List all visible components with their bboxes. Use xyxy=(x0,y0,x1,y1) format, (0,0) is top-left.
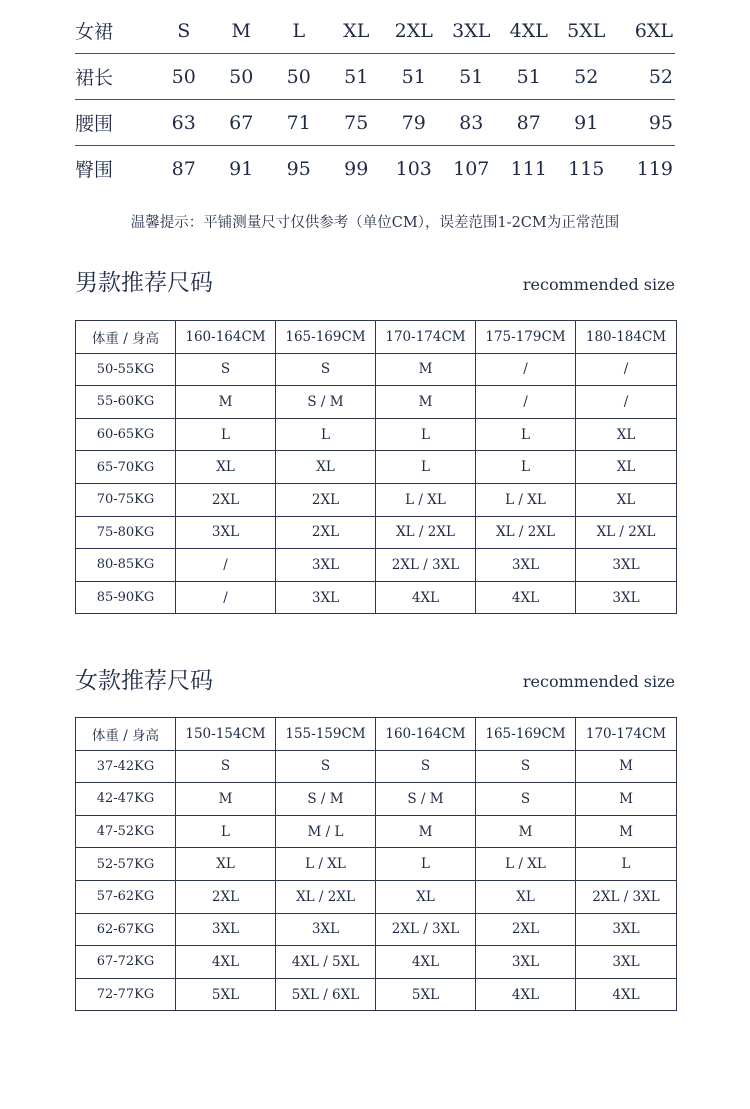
men-table-weight-cell: 55-60KG xyxy=(76,386,176,419)
women-table-row xyxy=(76,978,677,1011)
men-table-size-cell: 3XL xyxy=(276,581,376,614)
women-table-size-cell: 3XL xyxy=(576,913,677,946)
women-table-size-cell: 3XL xyxy=(176,913,276,946)
men-table-weight-cell: 85-90KG xyxy=(76,581,176,614)
women-table-size-cell: S xyxy=(376,750,476,783)
women-table-row xyxy=(76,946,677,979)
skirt-table-cell: 51 xyxy=(516,65,541,88)
skirt-table-cell: 91 xyxy=(229,157,254,180)
women-table-row xyxy=(76,783,677,816)
men-table-row xyxy=(76,386,677,419)
skirt-table-cell: 50 xyxy=(286,65,311,88)
men-table-size-cell: 3XL xyxy=(576,581,677,614)
men-size-title: 男款推荐尺码 xyxy=(75,270,213,296)
men-table-size-cell: XL xyxy=(576,451,677,484)
men-table-weight-cell: 60-65KG xyxy=(76,418,176,451)
skirt-table-cell: M xyxy=(231,19,251,42)
women-table-size-cell: L xyxy=(376,848,476,881)
women-table-header-cell: 165-169CM xyxy=(476,718,576,751)
skirt-table-cell: 5XL xyxy=(567,19,606,42)
women-table-size-cell: M xyxy=(576,783,677,816)
men-table-row xyxy=(76,483,677,516)
men-table-size-cell: M xyxy=(376,386,476,419)
skirt-table-cell: 2XL xyxy=(394,19,433,42)
skirt-table-cell: L xyxy=(292,19,306,42)
skirt-table-cell: 51 xyxy=(344,65,369,88)
men-table-size-cell: L / XL xyxy=(376,483,476,516)
men-table-size-cell: 2XL / 3XL xyxy=(376,549,476,582)
skirt-table-cell: 99 xyxy=(344,157,369,180)
skirt-table-header-row xyxy=(75,8,675,54)
women-table-size-cell: 4XL / 5XL xyxy=(276,946,376,979)
skirt-table-cell: 95 xyxy=(648,111,673,134)
women-table-weight-cell: 52-57KG xyxy=(76,848,176,881)
women-table-size-cell: 2XL / 3XL xyxy=(376,913,476,946)
skirt-table-cell: 50 xyxy=(171,65,196,88)
men-table-size-cell: 3XL xyxy=(276,549,376,582)
women-size-title: 女款推荐尺码 xyxy=(75,668,213,694)
men-table-header-cell: 180-184CM xyxy=(576,321,677,354)
women-table-size-cell: S xyxy=(276,750,376,783)
men-table-size-cell: / xyxy=(176,581,276,614)
men-table-weight-cell: 75-80KG xyxy=(76,516,176,549)
skirt-table-row xyxy=(75,100,675,146)
skirt-table-cell: 79 xyxy=(401,111,426,134)
skirt-measurement-table xyxy=(75,8,675,191)
men-table-weight-cell: 80-85KG xyxy=(76,549,176,582)
men-table-header-cell: 165-169CM xyxy=(276,321,376,354)
women-table-size-cell: L / XL xyxy=(276,848,376,881)
skirt-table-cell: 91 xyxy=(574,111,599,134)
men-size-table xyxy=(75,320,677,614)
women-table-row xyxy=(76,750,677,783)
women-table-size-cell: M xyxy=(576,750,677,783)
women-table-size-cell: 3XL xyxy=(276,913,376,946)
skirt-table-cell: 95 xyxy=(286,157,311,180)
skirt-table-cell: 4XL xyxy=(509,19,548,42)
women-table-size-cell: 5XL xyxy=(176,978,276,1011)
men-table-size-cell: 2XL xyxy=(276,483,376,516)
skirt-table-cell: 83 xyxy=(459,111,484,134)
men-table-size-cell: 3XL xyxy=(176,516,276,549)
women-table-size-cell: L xyxy=(176,815,276,848)
women-table-size-cell: 4XL xyxy=(376,946,476,979)
women-table-header-cell: 160-164CM xyxy=(376,718,476,751)
men-table-size-cell: 4XL xyxy=(376,581,476,614)
women-table-row xyxy=(76,848,677,881)
men-table-size-cell: L xyxy=(476,451,576,484)
skirt-table-row xyxy=(75,54,675,100)
men-table-size-cell: M xyxy=(176,386,276,419)
women-table-size-cell: XL / 2XL xyxy=(276,880,376,913)
women-table-size-cell: M xyxy=(176,783,276,816)
women-table-weight-cell: 47-52KG xyxy=(76,815,176,848)
men-table-size-cell: L xyxy=(276,418,376,451)
women-table-size-cell: M xyxy=(376,815,476,848)
women-table-row xyxy=(76,815,677,848)
men-table-header-row xyxy=(76,321,677,354)
men-table-row xyxy=(76,353,677,386)
skirt-table-cell: 103 xyxy=(395,157,432,180)
men-table-row xyxy=(76,516,677,549)
women-table-weight-cell: 57-62KG xyxy=(76,880,176,913)
men-table-size-cell: S xyxy=(176,353,276,386)
women-table-header-cell: 150-154CM xyxy=(176,718,276,751)
skirt-table-cell: 107 xyxy=(453,157,490,180)
men-size-subtitle: recommended size xyxy=(522,275,675,294)
women-table-size-cell: 2XL xyxy=(476,913,576,946)
women-table-size-cell: XL xyxy=(176,848,276,881)
women-table-weight-cell: 42-47KG xyxy=(76,783,176,816)
skirt-table-cell: XL xyxy=(343,19,370,42)
men-table-size-cell: XL xyxy=(576,418,677,451)
women-table-weight-cell: 37-42KG xyxy=(76,750,176,783)
women-table-size-cell: L xyxy=(576,848,677,881)
men-table-size-cell: 4XL xyxy=(476,581,576,614)
men-table-size-cell: 3XL xyxy=(476,549,576,582)
women-table-size-cell: S xyxy=(476,783,576,816)
women-table-size-cell: 2XL xyxy=(176,880,276,913)
men-table-row xyxy=(76,581,677,614)
women-table-size-cell: 3XL xyxy=(576,946,677,979)
women-size-subtitle: recommended size xyxy=(522,672,675,691)
skirt-table-row-label: 腰围 xyxy=(75,113,114,135)
women-table-size-cell: 4XL xyxy=(476,978,576,1011)
men-table-size-cell: L xyxy=(176,418,276,451)
women-table-size-cell: S xyxy=(176,750,276,783)
skirt-table-cell: 87 xyxy=(171,157,196,180)
skirt-table-cell: 63 xyxy=(171,111,196,134)
men-table-size-cell: XL xyxy=(176,451,276,484)
men-table-weight-cell: 50-55KG xyxy=(76,353,176,386)
women-table-size-cell: 5XL / 6XL xyxy=(276,978,376,1011)
men-table-weight-cell: 65-70KG xyxy=(76,451,176,484)
men-table-size-cell: XL xyxy=(576,483,677,516)
skirt-table-cell: 51 xyxy=(401,65,426,88)
men-table-size-cell: L / XL xyxy=(476,483,576,516)
men-table-header-cell: 160-164CM xyxy=(176,321,276,354)
skirt-table-cell: 111 xyxy=(510,157,547,180)
skirt-table-row-label: 女裙 xyxy=(75,21,114,43)
women-size-table xyxy=(75,717,677,1011)
men-table-row xyxy=(76,549,677,582)
men-table-size-cell: / xyxy=(176,549,276,582)
women-table-header-row xyxy=(76,718,677,751)
men-table-size-cell: 3XL xyxy=(576,549,677,582)
men-table-size-cell: / xyxy=(576,353,677,386)
men-table-size-cell: S xyxy=(276,353,376,386)
men-table-size-cell: M xyxy=(376,353,476,386)
men-table-size-cell: L xyxy=(476,418,576,451)
men-table-size-cell: 2XL xyxy=(276,516,376,549)
women-table-weight-cell: 67-72KG xyxy=(76,946,176,979)
men-table-row xyxy=(76,451,677,484)
women-table-size-cell: XL xyxy=(476,880,576,913)
women-table-size-cell: 2XL / 3XL xyxy=(576,880,677,913)
skirt-table-cell: S xyxy=(177,19,191,42)
men-table-size-cell: L xyxy=(376,451,476,484)
women-table-size-cell: XL xyxy=(376,880,476,913)
men-table-size-cell: XL / 2XL xyxy=(476,516,576,549)
skirt-table-cell: 50 xyxy=(229,65,254,88)
women-table-weight-cell: 72-77KG xyxy=(76,978,176,1011)
men-table-size-cell: L xyxy=(376,418,476,451)
women-table-row xyxy=(76,880,677,913)
skirt-table-cell: 52 xyxy=(648,65,673,88)
skirt-table-cell: 119 xyxy=(636,157,673,180)
men-table-size-cell: XL / 2XL xyxy=(576,516,677,549)
women-table-size-cell: L / XL xyxy=(476,848,576,881)
skirt-table-cell: 67 xyxy=(229,111,254,134)
women-table-size-cell: M xyxy=(576,815,677,848)
men-table-size-cell: 2XL xyxy=(176,483,276,516)
men-table-header-cell: 175-179CM xyxy=(476,321,576,354)
women-table-size-cell: M xyxy=(476,815,576,848)
women-table-size-cell: 4XL xyxy=(176,946,276,979)
women-table-size-cell: S xyxy=(476,750,576,783)
men-table-weight-cell: 70-75KG xyxy=(76,483,176,516)
women-table-size-cell: 5XL xyxy=(376,978,476,1011)
skirt-table-row xyxy=(75,146,675,191)
men-table-size-cell: XL xyxy=(276,451,376,484)
skirt-table-cell: 3XL xyxy=(452,19,491,42)
skirt-table-cell: 52 xyxy=(574,65,599,88)
skirt-table-row-label: 臀围 xyxy=(75,159,114,181)
men-table-size-cell: / xyxy=(476,386,576,419)
women-table-header-cell: 155-159CM xyxy=(276,718,376,751)
women-table-header-cell: 体重 / 身高 xyxy=(76,718,176,751)
skirt-table-cell: 71 xyxy=(286,111,311,134)
women-table-size-cell: S / M xyxy=(376,783,476,816)
skirt-table-cell: 51 xyxy=(459,65,484,88)
men-table-header-cell: 170-174CM xyxy=(376,321,476,354)
women-table-size-cell: 4XL xyxy=(576,978,677,1011)
men-table-size-cell: / xyxy=(576,386,677,419)
men-table-row xyxy=(76,418,677,451)
men-table-size-cell: XL / 2XL xyxy=(376,516,476,549)
women-table-size-cell: 3XL xyxy=(476,946,576,979)
men-table-size-cell: S / M xyxy=(276,386,376,419)
skirt-table-row-label: 裙长 xyxy=(75,67,114,89)
women-table-size-cell: S / M xyxy=(276,783,376,816)
women-table-row xyxy=(76,913,677,946)
skirt-table-cell: 6XL xyxy=(634,19,673,42)
men-table-size-cell: / xyxy=(476,353,576,386)
men-table-header-cell: 体重 / 身高 xyxy=(76,321,176,354)
measurement-tip: 温馨提示：平铺测量尺寸仅供参考（单位CM），误差范围1-2CM为正常范围 xyxy=(130,215,620,231)
women-table-header-cell: 170-174CM xyxy=(576,718,677,751)
skirt-table-cell: 75 xyxy=(344,111,369,134)
skirt-table-cell: 87 xyxy=(516,111,541,134)
women-table-weight-cell: 62-67KG xyxy=(76,913,176,946)
skirt-table-cell: 115 xyxy=(568,157,605,180)
women-table-size-cell: M / L xyxy=(276,815,376,848)
